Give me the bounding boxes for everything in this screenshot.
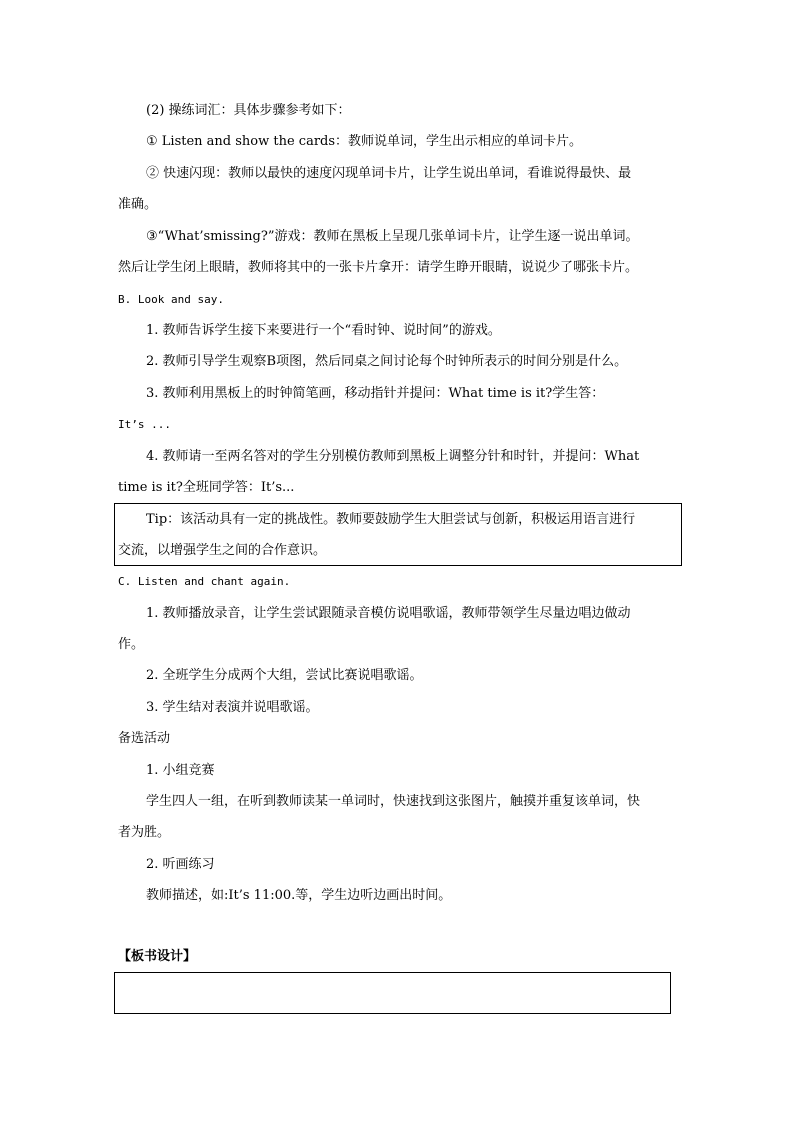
- l14: C. Listen and chant again.: [118, 575, 291, 588]
- l24: 教师描述，如:It’s 11:00.等，学生边听边画出时间。: [146, 888, 452, 903]
- l13: time is it?全班同学答：It’s...: [118, 480, 295, 495]
- l15: 1. 教师播放录音，让学生尝试跟随录音模仿说唱歌谣，教师带领学生尽量边唱边做动: [146, 606, 631, 621]
- l7: B. Look and say.: [118, 293, 224, 306]
- l5: ③“What’smissing?”游戏：教师在黑板上呈现几张单词卡片，让学生逐一说出单词。: [146, 229, 639, 244]
- tip-line2: 交流，以增强学生之间的合作意识。: [118, 543, 327, 558]
- l4: 准确。: [118, 197, 158, 212]
- board-design-box: [114, 972, 671, 1014]
- l3: ② 快速闪现：教师以最快的速度闪现单词卡片，让学生说出单词，看谁说得最快、最: [146, 166, 632, 181]
- l1: (2) 操练词汇：具体步骤参考如下：: [146, 103, 351, 118]
- l19: 备选活动: [118, 731, 171, 746]
- l10: 3. 教师利用黑板上的时钟简笔画，移动指针并提问：What time is it?学生答：: [146, 386, 605, 401]
- l12: 4. 教师请一至两名答对的学生分别模仿教师到黑板上调整分针和时针，并提问：What: [146, 449, 640, 464]
- l8: 1. 教师告诉学生接下来要进行一个“看时钟、说时间”的游戏。: [146, 323, 501, 338]
- l18: 3. 学生结对表演并说唱歌谣。: [146, 700, 319, 715]
- l9: 2. 教师引导学生观察B项图，然后同桌之间讨论每个时钟所表示的时间分别是什么。: [146, 354, 628, 369]
- l6: 然后让学生闭上眼睛，教师将其中的一张卡片拿开：请学生睁开眼睛，说说少了哪张卡片。: [118, 260, 639, 275]
- l2: ① Listen and show the cards：教师说单词，学生出示相应的单词卡片。: [146, 134, 583, 149]
- l17: 2. 全班学生分成两个大组，尝试比赛说唱歌谣。: [146, 668, 423, 683]
- l11: It’s ...: [118, 418, 171, 431]
- l21: 学生四人一组，在听到教师读某一单词时，快速找到这张图片，触摸并重复该单词，快: [146, 794, 641, 809]
- l22: 者为胜。: [118, 825, 171, 840]
- l23: 2. 听画练习: [146, 857, 215, 872]
- section-heading: 【板书设计】: [118, 949, 197, 964]
- l20: 1. 小组竞赛: [146, 763, 215, 778]
- tip-line1: Tip：该活动具有一定的挑战性。教师要鼓励学生大胆尝试与创新，积极运用语言进行: [146, 512, 636, 527]
- l16: 作。: [118, 637, 145, 652]
